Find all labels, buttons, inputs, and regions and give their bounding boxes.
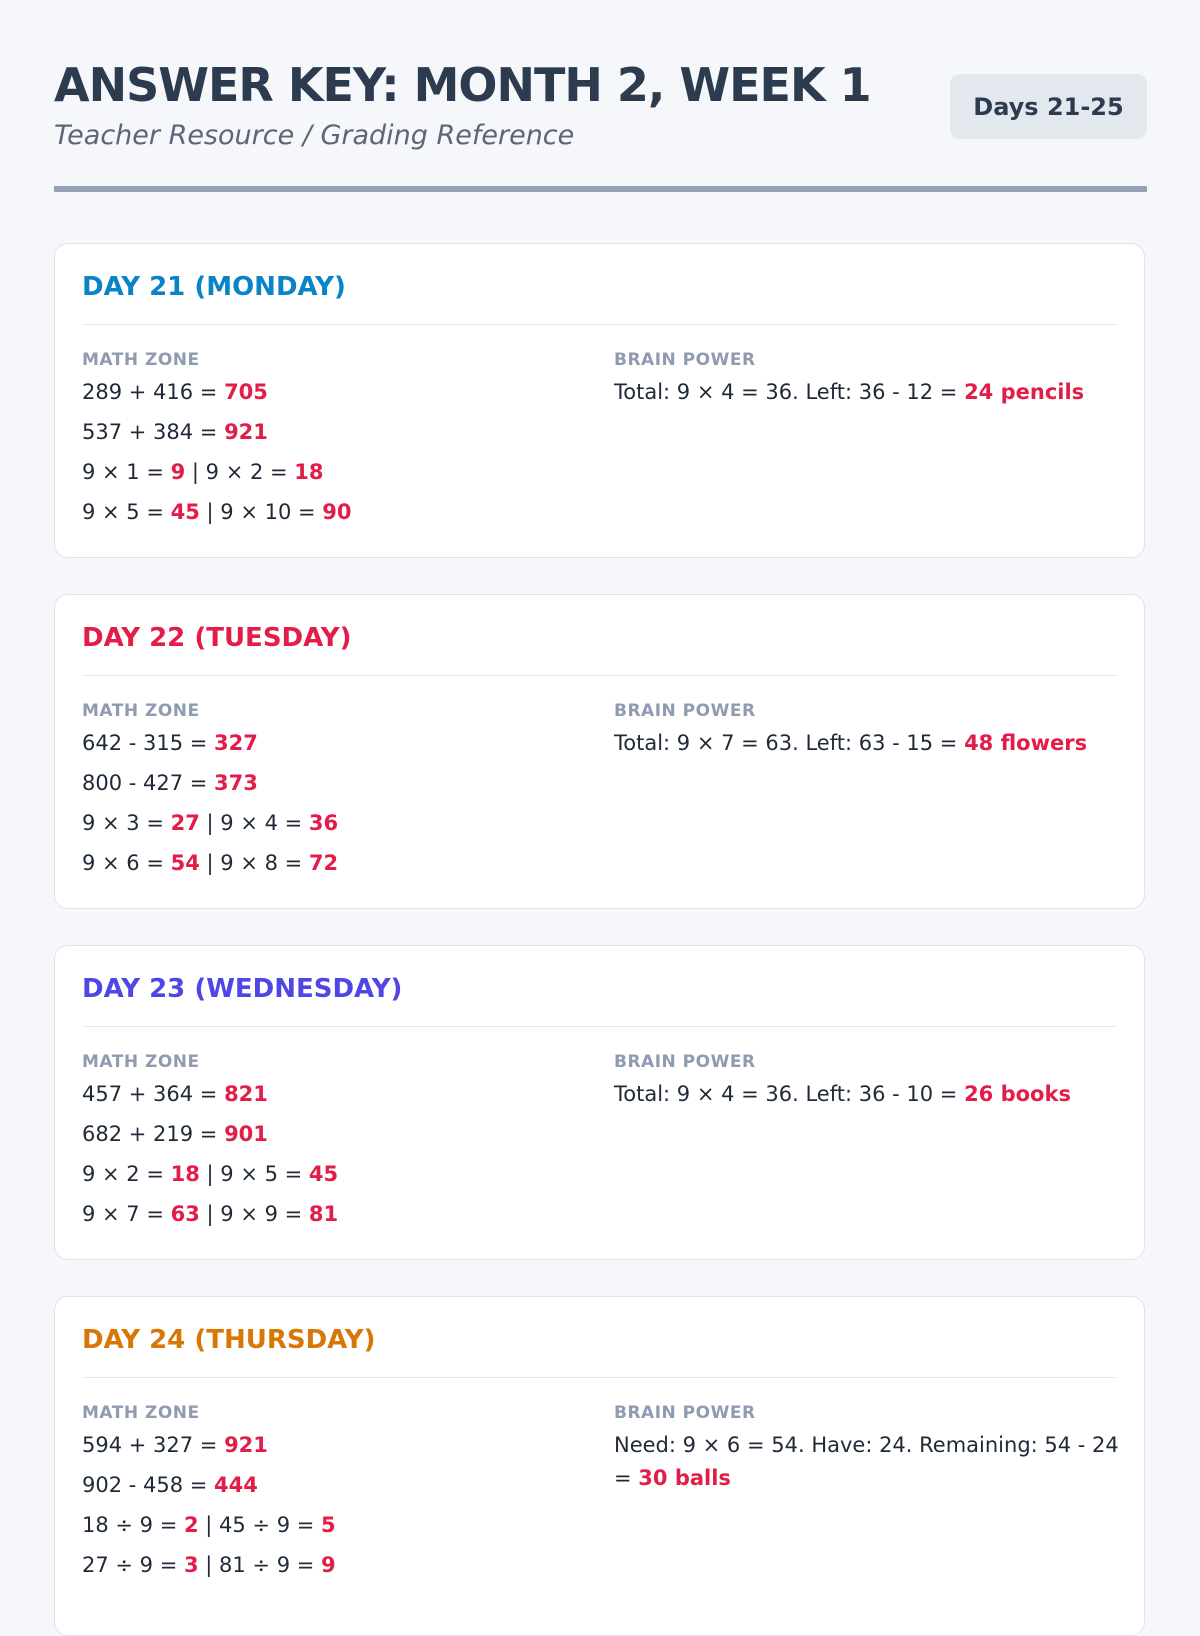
brain-power xyxy=(614,699,1119,760)
answer-value: 81 xyxy=(308,1202,339,1226)
answer-value: 45 xyxy=(170,500,200,524)
day-heading: DAY 24 (THURSDAY) xyxy=(82,1325,376,1355)
answer-value: 27 xyxy=(170,811,200,835)
answer-value: 901 xyxy=(224,1122,268,1146)
problem-text: 457 + 364 = xyxy=(82,1082,225,1106)
brain-power-label: BRAIN POWER xyxy=(614,350,756,370)
answer-value: 18 xyxy=(170,1162,200,1186)
problem-text: Total: 9 × 4 = 36. Left: 36 - 10 = xyxy=(614,1082,965,1106)
problem-text: Total: 9 × 7 = 63. Left: 63 - 15 = xyxy=(614,731,965,755)
brain-power xyxy=(614,348,1119,409)
card-divider xyxy=(82,1377,1117,1378)
brain-power xyxy=(614,1050,1119,1111)
problem-text: 289 + 416 = xyxy=(82,380,225,404)
problem-text: 9 × 3 = xyxy=(82,811,171,835)
card-divider xyxy=(82,1026,1117,1027)
problem-text: 9 × 7 = xyxy=(82,1202,171,1226)
brain-power xyxy=(614,1401,1119,1495)
card-divider xyxy=(82,675,1117,676)
brain-power-label: BRAIN POWER xyxy=(614,1403,756,1423)
math-line xyxy=(82,1154,582,1194)
answer-value: 24 pencils xyxy=(964,380,1085,404)
answer-key-page xyxy=(54,0,1147,1577)
math-line xyxy=(82,492,582,532)
page-subtitle: Teacher Resource / Grading Reference xyxy=(54,120,575,151)
brain-power-text xyxy=(614,727,1119,760)
problem-text: 9 × 2 = xyxy=(82,1162,171,1186)
problem-text: 9 × 1 = xyxy=(82,460,171,484)
day-heading: DAY 21 (MONDAY) xyxy=(82,272,346,302)
answer-value: 2 xyxy=(183,1513,199,1537)
brain-power-text xyxy=(614,376,1119,409)
answer-value: 921 xyxy=(224,1433,268,1457)
header-divider xyxy=(54,186,1147,192)
problem-text: | 9 × 2 = xyxy=(185,460,295,484)
problem-text: 9 × 5 = xyxy=(82,500,171,524)
problem-text: 682 + 219 = xyxy=(82,1122,225,1146)
day-card-24 xyxy=(54,1296,1145,1636)
answer-value: 9 xyxy=(170,460,186,484)
card-divider xyxy=(82,324,1117,325)
brain-power-label: BRAIN POWER xyxy=(614,701,756,721)
problem-text: | 9 × 4 = xyxy=(199,811,309,835)
math-line xyxy=(82,1074,582,1114)
page-header xyxy=(54,0,1147,196)
answer-value: 72 xyxy=(308,851,339,875)
day-card-22 xyxy=(54,594,1145,909)
math-zone-label: MATH ZONE xyxy=(82,1052,200,1072)
problem-text: 902 - 458 = xyxy=(82,1473,215,1497)
problem-text: 642 - 315 = xyxy=(82,731,215,755)
math-line xyxy=(82,1505,582,1545)
answer-value: 48 flowers xyxy=(964,731,1088,755)
math-zone-label: MATH ZONE xyxy=(82,350,200,370)
day-heading: DAY 23 (WEDNESDAY) xyxy=(82,974,403,1004)
answer-value: 444 xyxy=(214,1473,258,1497)
math-line xyxy=(82,412,582,452)
problem-text: Total: 9 × 4 = 36. Left: 36 - 12 = xyxy=(614,380,965,404)
math-line xyxy=(82,1465,582,1505)
day-heading: DAY 22 (TUESDAY) xyxy=(82,623,352,653)
math-line xyxy=(82,1545,582,1585)
problem-text: | 9 × 5 = xyxy=(199,1162,309,1186)
math-line xyxy=(82,843,582,883)
answer-value: 327 xyxy=(214,731,258,755)
page-title: ANSWER KEY: MONTH 2, WEEK 1 xyxy=(54,58,871,112)
answer-value: 9 xyxy=(321,1553,336,1577)
brain-power-label: BRAIN POWER xyxy=(614,1052,756,1072)
answer-value: 18 xyxy=(294,460,324,484)
answer-value: 36 xyxy=(308,811,339,835)
problem-text: 594 + 327 = xyxy=(82,1433,225,1457)
math-line xyxy=(82,803,582,843)
problem-text: | 9 × 10 = xyxy=(199,500,323,524)
math-line xyxy=(82,763,582,803)
problem-text: Need: 9 × 6 = 54. Have: 24. Remaining: 54 - 24 = xyxy=(614,1433,1119,1490)
problem-text: | 81 ÷ 9 = xyxy=(198,1553,322,1577)
problem-text: 18 ÷ 9 = xyxy=(82,1513,184,1537)
answer-value: 3 xyxy=(183,1553,199,1577)
problem-text: 800 - 427 = xyxy=(82,771,215,795)
days-range-badge: Days 21-25 xyxy=(950,74,1147,139)
answer-value: 921 xyxy=(224,420,268,444)
answer-value: 5 xyxy=(321,1513,336,1537)
problem-text: 9 × 6 = xyxy=(82,851,171,875)
problem-text: 27 ÷ 9 = xyxy=(82,1553,184,1577)
answer-value: 373 xyxy=(214,771,258,795)
answer-value: 26 books xyxy=(964,1082,1071,1106)
brain-power-text xyxy=(614,1429,1119,1495)
math-line xyxy=(82,452,582,492)
day-card-21 xyxy=(54,243,1145,558)
math-line xyxy=(82,1114,582,1154)
answer-value: 821 xyxy=(224,1082,268,1106)
answer-value: 54 xyxy=(170,851,200,875)
math-zone-label: MATH ZONE xyxy=(82,1403,200,1423)
answer-value: 705 xyxy=(224,380,268,404)
math-zone xyxy=(82,348,582,532)
problem-text: 537 + 384 = xyxy=(82,420,225,444)
answer-value: 45 xyxy=(308,1162,339,1186)
brain-power-text xyxy=(614,1078,1119,1111)
math-line xyxy=(82,1425,582,1465)
problem-text: | 45 ÷ 9 = xyxy=(198,1513,322,1537)
day-card-23 xyxy=(54,945,1145,1260)
math-zone xyxy=(82,1050,582,1234)
math-zone xyxy=(82,1401,582,1585)
math-line xyxy=(82,1194,582,1234)
answer-value: 63 xyxy=(170,1202,200,1226)
math-line xyxy=(82,723,582,763)
problem-text: | 9 × 8 = xyxy=(199,851,309,875)
math-line xyxy=(82,372,582,412)
answer-value: 90 xyxy=(322,500,352,524)
problem-text: | 9 × 9 = xyxy=(199,1202,309,1226)
math-zone xyxy=(82,699,582,883)
math-zone-label: MATH ZONE xyxy=(82,701,200,721)
answer-value: 30 balls xyxy=(638,1466,731,1490)
